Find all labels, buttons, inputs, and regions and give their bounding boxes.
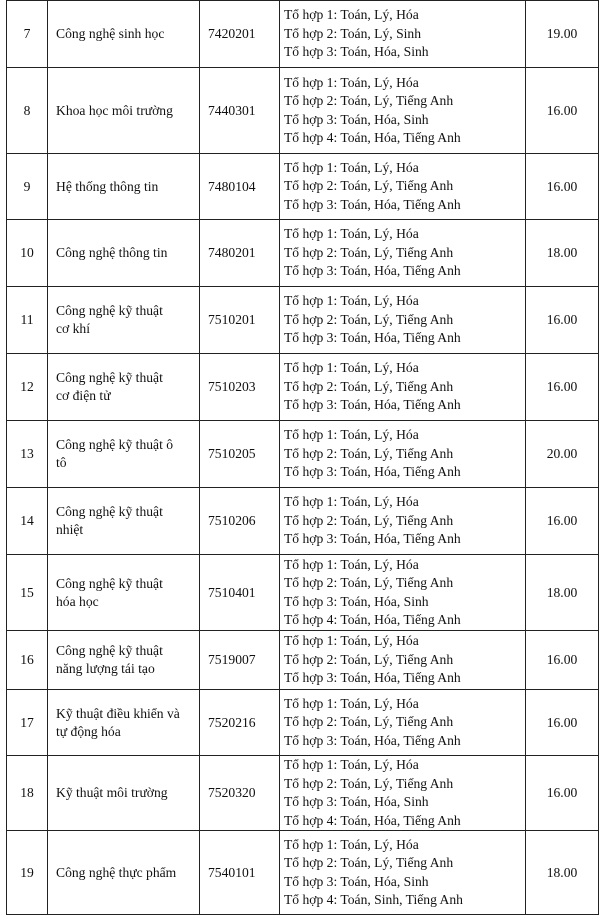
benchmark-score: 16.00: [526, 690, 599, 756]
subject-combinations: [280, 1, 526, 68]
major-name-cell: [48, 421, 200, 488]
subject-combination: Tổ hợp 2: Toán, Lý, Tiếng Anh: [284, 575, 454, 590]
subject-combination: Tổ hợp 3: Toán, Hóa, Tiếng Anh: [284, 531, 461, 547]
subject-combination: Tổ hợp 2: Toán, Lý, Tiếng Anh: [284, 651, 454, 667]
major-name: Công nghệ sinh học: [56, 26, 165, 41]
major-name-cell: [48, 831, 200, 915]
table-row: [7, 287, 599, 354]
row-number: 8: [7, 68, 48, 154]
subject-combination: Tổ hợp 2: Toán, Lý, Tiếng Anh: [284, 445, 454, 461]
row-number: 11: [7, 287, 48, 354]
subject-combination: Tổ hợp 3: Toán, Hóa, Sinh: [284, 593, 429, 609]
row-number: 13: [7, 421, 48, 488]
subject-combination: Tổ hợp 3: Toán, Hóa, Sinh: [284, 794, 429, 809]
subject-combination: Tổ hợp 1: Toán, Lý, Hóa: [284, 7, 419, 23]
subject-combination: Tổ hợp 1: Toán, Lý, Hóa: [284, 293, 419, 309]
major-name: Kỹ thuật điều khiển và tự động hóa: [56, 705, 180, 739]
major-name-cell: [48, 287, 200, 354]
subject-combinations: [280, 631, 526, 690]
major-code: 7510201: [200, 287, 280, 354]
subject-combination: Tổ hợp 3: Toán, Hóa, Tiếng Anh: [284, 263, 461, 279]
row-number: 14: [7, 488, 48, 555]
major-name: Công nghệ kỹ thuật nhiệt: [56, 504, 163, 537]
subject-combination: Tổ hợp 1: Toán, Lý, Hóa: [284, 159, 419, 175]
subject-combinations: [280, 354, 526, 421]
major-name: Khoa học môi trường: [56, 102, 173, 118]
major-name-cell: [48, 555, 200, 631]
subject-combination: Tổ hợp 2: Toán, Lý, Tiếng Anh: [284, 378, 454, 394]
table-row: [7, 831, 599, 915]
subject-combination: Tổ hợp 1: Toán, Lý, Hóa: [284, 633, 419, 649]
major-code: 7510205: [200, 421, 280, 488]
subject-combination: Tổ hợp 1: Toán, Lý, Hóa: [284, 757, 419, 772]
major-name: Hệ thống thông tin: [56, 178, 159, 194]
subject-combination: Tổ hợp 2: Toán, Lý, Tiếng Anh: [284, 714, 454, 730]
subject-combination: Tổ hợp 2: Toán, Lý, Sinh: [284, 25, 422, 41]
subject-combination: Tổ hợp 1: Toán, Lý, Hóa: [284, 360, 419, 376]
subject-combination: Tổ hợp 3: Toán, Hóa, Sinh: [284, 44, 429, 60]
major-name: Công nghệ thực phẩm: [56, 864, 177, 880]
admission-score-table: [6, 0, 599, 915]
major-code: 7520320: [200, 756, 280, 831]
subject-combination: Tổ hợp 1: Toán, Lý, Hóa: [284, 74, 419, 90]
subject-combination: Tổ hợp 1: Toán, Lý, Hóa: [284, 226, 419, 242]
subject-combination: Tổ hợp 2: Toán, Lý, Tiếng Anh: [284, 855, 454, 870]
major-code: 7480104: [200, 154, 280, 220]
subject-combination: Tổ hợp 2: Toán, Lý, Tiếng Anh: [284, 311, 454, 327]
table-row: [7, 488, 599, 555]
subject-combination: Tổ hợp 2: Toán, Lý, Tiếng Anh: [284, 178, 454, 194]
major-name-cell: [48, 1, 200, 68]
table-row: [7, 354, 599, 421]
major-code: 7519007: [200, 631, 280, 690]
table-row: [7, 68, 599, 154]
subject-combination: Tổ hợp 2: Toán, Lý, Tiếng Anh: [284, 512, 454, 528]
major-code: 7510401: [200, 555, 280, 631]
table-row: [7, 220, 599, 287]
major-name: Công nghệ kỹ thuật cơ điện tử: [56, 370, 163, 403]
major-name: Công nghệ kỹ thuật hóa học: [56, 575, 163, 609]
subject-combinations: [280, 690, 526, 756]
subject-combination: Tổ hợp 1: Toán, Lý, Hóa: [284, 836, 419, 852]
major-name: Công nghệ thông tin: [56, 245, 168, 260]
major-name-cell: [48, 154, 200, 220]
major-name-cell: [48, 631, 200, 690]
subject-combinations: [280, 68, 526, 154]
row-number: 16: [7, 631, 48, 690]
subject-combination: Tổ hợp 2: Toán, Lý, Tiếng Anh: [284, 93, 454, 108]
subject-combinations: [280, 421, 526, 488]
row-number: 15: [7, 555, 48, 631]
benchmark-score: 18.00: [526, 220, 599, 287]
subject-combination: Tổ hợp 4: Toán, Hóa, Tiếng Anh: [284, 612, 461, 627]
subject-combinations: [280, 287, 526, 354]
major-code: 7440301: [200, 68, 280, 154]
major-name-cell: [48, 756, 200, 831]
row-number: 9: [7, 154, 48, 220]
major-code: 7420201: [200, 1, 280, 68]
subject-combination: Tổ hợp 3: Toán, Hóa, Tiếng Anh: [284, 670, 461, 686]
subject-combination: Tổ hợp 1: Toán, Lý, Hóa: [284, 695, 419, 711]
table-row: [7, 756, 599, 831]
subject-combinations: [280, 831, 526, 915]
row-number: 10: [7, 220, 48, 287]
table-row: [7, 555, 599, 631]
major-code: 7540101: [200, 831, 280, 915]
subject-combination: Tổ hợp 4: Toán, Hóa, Tiếng Anh: [284, 130, 461, 145]
major-name-cell: [48, 488, 200, 555]
major-code: 7510206: [200, 488, 280, 555]
table-row: [7, 631, 599, 690]
row-number: 17: [7, 690, 48, 756]
subject-combinations: [280, 756, 526, 831]
subject-combination: Tổ hợp 1: Toán, Lý, Hóa: [284, 494, 419, 510]
major-name-cell: [48, 690, 200, 756]
table-body: [7, 1, 599, 915]
table-row: [7, 154, 599, 220]
subject-combination: Tổ hợp 2: Toán, Lý, Tiếng Anh: [284, 775, 454, 791]
major-code: 7510203: [200, 354, 280, 421]
major-code: 7520216: [200, 690, 280, 756]
row-number: 19: [7, 831, 48, 915]
benchmark-score: 16.00: [526, 631, 599, 690]
subject-combination: Tổ hợp 3: Toán, Hóa, Sinh: [284, 111, 429, 127]
table-row: [7, 421, 599, 488]
subject-combinations: [280, 220, 526, 287]
benchmark-score: 16.00: [526, 287, 599, 354]
subject-combination: Tổ hợp 1: Toán, Lý, Hóa: [284, 427, 419, 443]
table-row: [7, 1, 599, 68]
major-name: Kỹ thuật môi trường: [56, 785, 168, 800]
subject-combination: Tổ hợp 4: Toán, Hóa, Tiếng Anh: [284, 812, 461, 828]
subject-combination: Tổ hợp 3: Toán, Hóa, Tiếng Anh: [284, 397, 461, 413]
subject-combinations: [280, 488, 526, 555]
subject-combination: Tổ hợp 3: Toán, Hóa, Tiếng Anh: [284, 732, 461, 748]
major-name-cell: [48, 220, 200, 287]
benchmark-score: 16.00: [526, 68, 599, 154]
row-number: 7: [7, 1, 48, 68]
subject-combinations: [280, 555, 526, 631]
major-name: Công nghệ kỹ thuật năng lượng tái tạo: [56, 643, 163, 676]
subject-combination: Tổ hợp 3: Toán, Hóa, Sinh: [284, 873, 429, 889]
benchmark-score: 19.00: [526, 1, 599, 68]
major-name: Công nghệ kỹ thuật cơ khí: [56, 303, 163, 336]
major-name: Công nghệ kỹ thuật ô tô: [56, 437, 174, 470]
subject-combination: Tổ hợp 1: Toán, Lý, Hóa: [284, 556, 419, 572]
subject-combination: Tổ hợp 3: Toán, Hóa, Tiếng Anh: [284, 330, 461, 346]
subject-combinations: [280, 154, 526, 220]
benchmark-score: 18.00: [526, 555, 599, 631]
subject-combination: Tổ hợp 3: Toán, Hóa, Tiếng Anh: [284, 464, 461, 480]
benchmark-score: 16.00: [526, 756, 599, 831]
benchmark-score: 16.00: [526, 354, 599, 421]
table-row: [7, 690, 599, 756]
major-code: 7480201: [200, 220, 280, 287]
benchmark-score: 16.00: [526, 154, 599, 220]
row-number: 12: [7, 354, 48, 421]
row-number: 18: [7, 756, 48, 831]
benchmark-score: 20.00: [526, 421, 599, 488]
major-name-cell: [48, 354, 200, 421]
benchmark-score: 16.00: [526, 488, 599, 555]
subject-combination: Tổ hợp 2: Toán, Lý, Tiếng Anh: [284, 244, 454, 260]
subject-combination: Tổ hợp 4: Toán, Sinh, Tiếng Anh: [284, 892, 463, 907]
major-name-cell: [48, 68, 200, 154]
subject-combination: Tổ hợp 3: Toán, Hóa, Tiếng Anh: [284, 196, 461, 212]
benchmark-score: 18.00: [526, 831, 599, 915]
